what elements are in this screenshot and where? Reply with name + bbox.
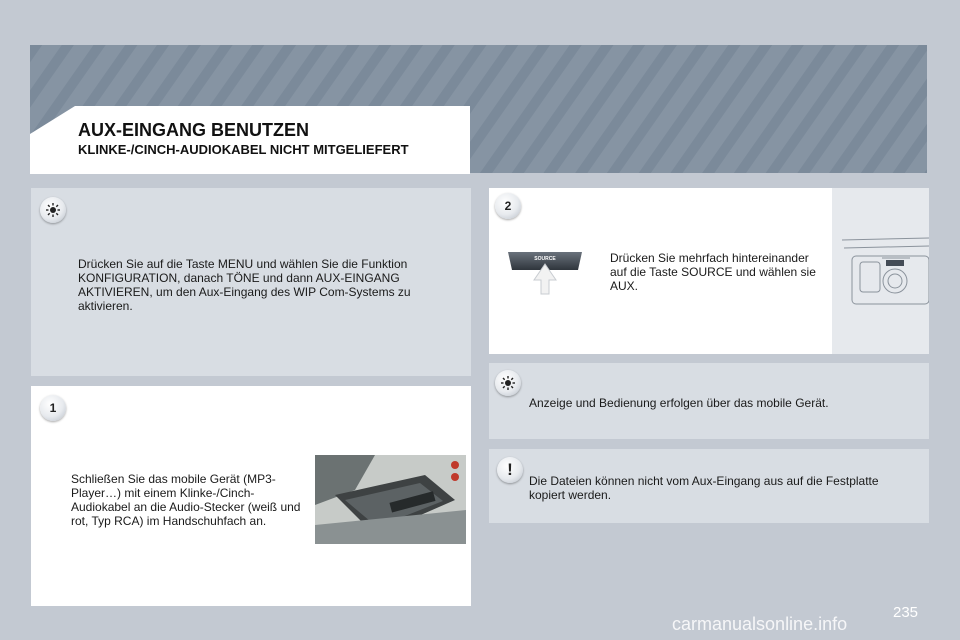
warning-text: Die Dateien können nicht vom Aux-Eingang aus auf die Festplatte kopiert werden. (529, 474, 879, 502)
step-badge-2: 2 (495, 193, 521, 219)
exclamation-icon: ! (497, 457, 523, 483)
sun-icon (495, 370, 521, 396)
source-button (506, 250, 584, 296)
step1-text: Schließen Sie das mobile Gerät (MP3-Player…) mit einem Klinke-/Cinch-Audiokabel an die Audio-Stecker (weiß und rot, Typ RCA) im Handschuhfach an. (71, 472, 301, 528)
page-number: 235 (893, 604, 919, 621)
info-text: Drücken Sie auf die Taste MENU und wählen Sie die Funktion KONFIGURATION, danach TÖNE und dann AUX-EINGANG AKTIVIEREN, um den Aux-Eingang des WIP Com-Systems zu aktivieren. (78, 257, 411, 313)
sun-icon (40, 197, 66, 223)
watermark: carmanualsonline.info (672, 614, 848, 634)
radio-diagram (832, 188, 929, 354)
source-button-label: SOURCE (534, 256, 556, 262)
page-subtitle: KLINKE-/CINCH-AUDIOKABEL NICHT MITGELIEFERT (78, 142, 409, 157)
glovebox-photo (315, 455, 466, 544)
step2-text: Drücken Sie mehrfach hintereinander auf die Taste SOURCE und wählen sie AUX. (610, 251, 816, 293)
note-text: Anzeige und Bedienung erfolgen über das mobile Gerät. (529, 396, 829, 410)
page-title: AUX-EINGANG BENUTZEN (78, 120, 310, 140)
step-badge-1: 1 (40, 395, 66, 421)
press-arrow-icon (506, 250, 584, 296)
